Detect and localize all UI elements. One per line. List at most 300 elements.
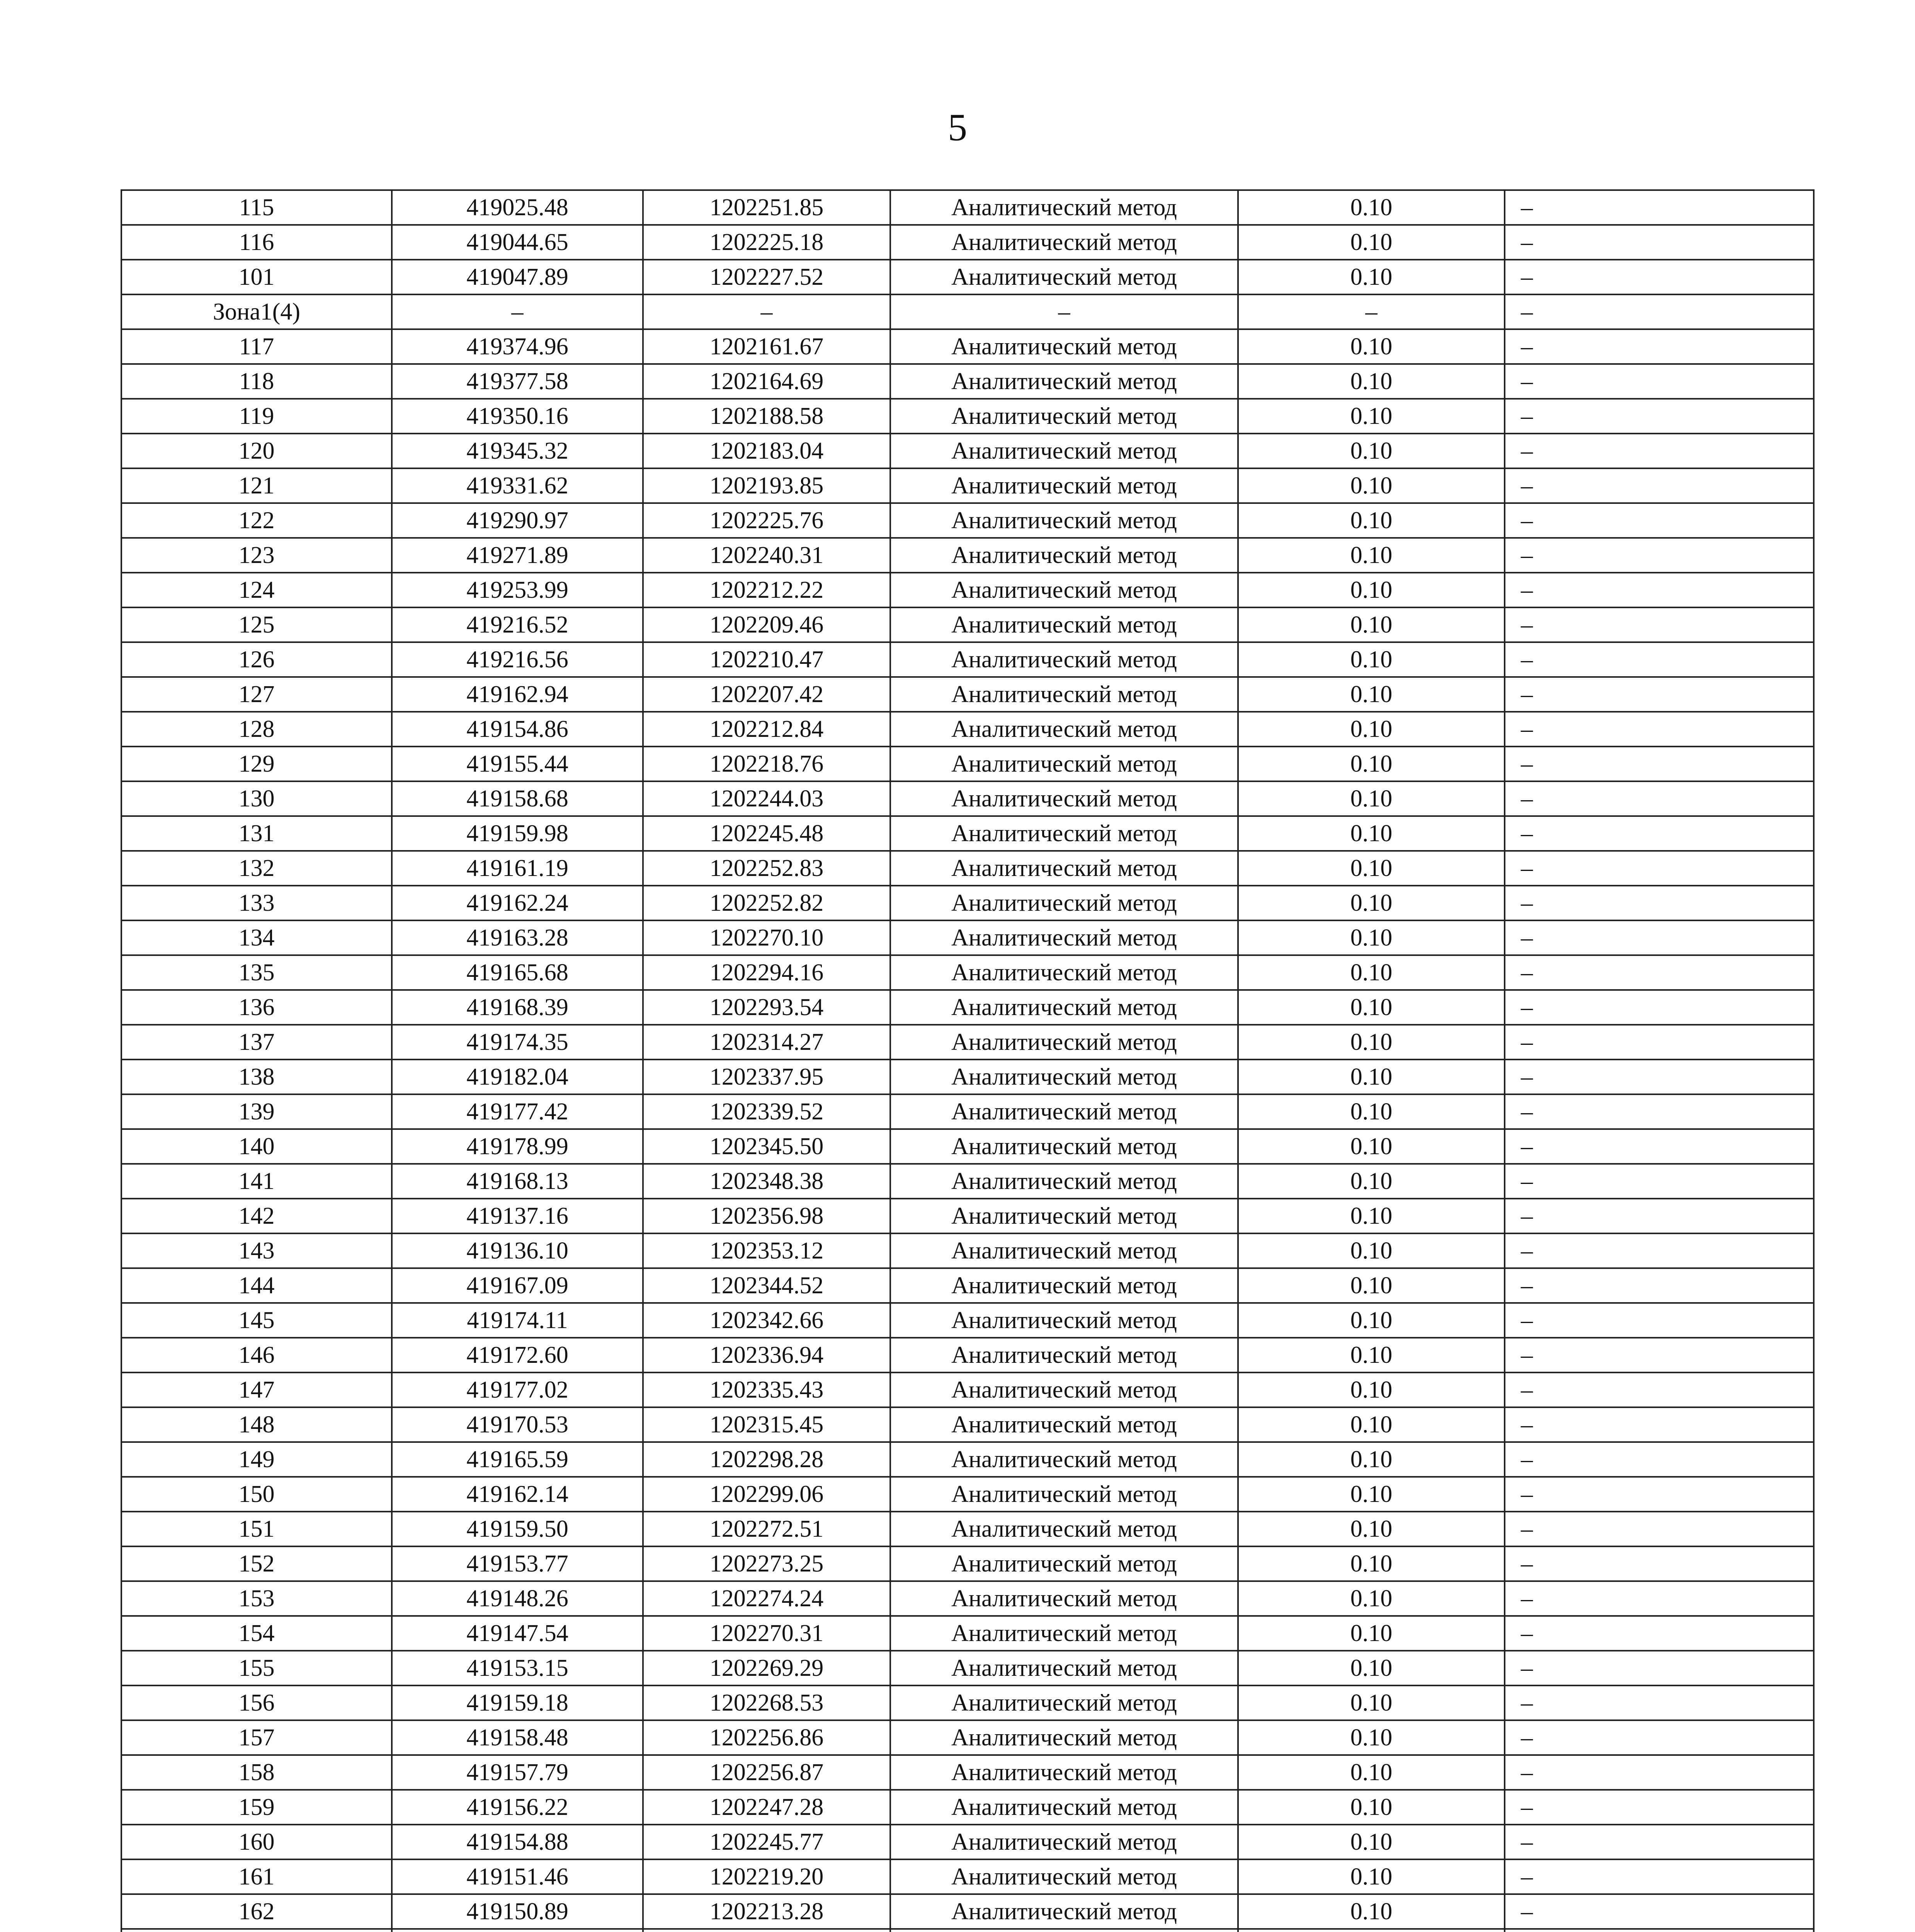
table-row [121,1546,1814,1581]
description-cell: – [1505,781,1814,816]
method-cell: Аналитический метод [890,260,1238,294]
error-cell: 0.10 [1238,781,1505,816]
error-cell: 0.10 [1238,260,1505,294]
point-id-cell: 127 [121,677,392,712]
error-cell: 0.10 [1238,816,1505,851]
error-cell: 0.10 [1238,1790,1505,1825]
point-id-cell: 153 [121,1581,392,1616]
coord-y-cell: 1202227.52 [643,260,890,294]
description-cell: – [1505,1685,1814,1720]
coord-x-cell: 419374.96 [392,329,643,364]
coord-x-cell: – [392,294,643,329]
coord-y-cell: 1202270.31 [643,1616,890,1651]
table-row [121,1303,1814,1338]
error-cell: 0.10 [1238,1338,1505,1372]
table-row [121,712,1814,747]
point-id-cell: 123 [121,538,392,573]
point-id-cell: 151 [121,1512,392,1546]
error-cell: 0.10 [1238,1094,1505,1129]
method-cell: Аналитический метод [890,1199,1238,1233]
method-cell: Аналитический метод [890,399,1238,434]
method-cell: Аналитический метод [890,607,1238,642]
point-id-cell: 115 [121,190,392,225]
coord-x-cell: 419167.09 [392,1268,643,1303]
point-id-cell [121,1929,392,1932]
table-row [121,538,1814,573]
point-id-cell: 125 [121,607,392,642]
table-row [121,329,1814,364]
description-cell: – [1505,1755,1814,1790]
method-cell: Аналитический метод [890,1025,1238,1060]
table-row [121,1025,1814,1060]
description-cell: – [1505,1268,1814,1303]
table-row [121,990,1814,1025]
coord-y-cell: 1202240.31 [643,538,890,573]
point-id-cell: 137 [121,1025,392,1060]
coord-x-cell: 419161.19 [392,851,643,886]
coord-y-cell: 1202315.45 [643,1407,890,1442]
table-row [121,1825,1814,1859]
error-cell: 0.10 [1238,364,1505,399]
table-row [121,851,1814,886]
method-cell: Аналитический метод [890,1372,1238,1407]
error-cell: 0.10 [1238,1407,1505,1442]
coord-y-cell: 1202356.98 [643,1199,890,1233]
point-id-cell: 152 [121,1546,392,1581]
coord-y-cell: 1202342.66 [643,1303,890,1338]
coord-y-cell: 1202252.83 [643,851,890,886]
table-row [121,1338,1814,1372]
table-row [121,1929,1814,1932]
coord-x-cell: 419044.65 [392,225,643,260]
coord-x-cell: 419253.99 [392,573,643,607]
coord-y-cell: 1202335.43 [643,1372,890,1407]
table-row [121,955,1814,990]
point-id-cell: 140 [121,1129,392,1164]
description-cell: – [1505,1233,1814,1268]
description-cell: – [1505,1164,1814,1199]
point-id-cell: Зона1(4) [121,294,392,329]
point-id-cell: 142 [121,1199,392,1233]
coord-y-cell: 1202245.77 [643,1825,890,1859]
description-cell: – [1505,886,1814,920]
table-row [121,816,1814,851]
point-id-cell: 120 [121,434,392,468]
error-cell: 0.10 [1238,851,1505,886]
table-row [121,1129,1814,1164]
coord-x-cell: 419025.48 [392,190,643,225]
point-id-cell: 149 [121,1442,392,1477]
coord-x-cell: 419150.89 [392,1894,643,1929]
point-id-cell: 146 [121,1338,392,1372]
table-row [121,1199,1814,1233]
description-cell: – [1505,955,1814,990]
coord-x-cell: 419271.89 [392,538,643,573]
coord-x-cell: 419155.44 [392,747,643,781]
coord-y-cell: 1202161.67 [643,329,890,364]
method-cell: Аналитический метод [890,468,1238,503]
table-row [121,1442,1814,1477]
error-cell: 0.10 [1238,1129,1505,1164]
coord-y-cell: 1202293.54 [643,990,890,1025]
coord-x-cell: 419154.88 [392,1825,643,1859]
coord-x-cell: 419158.68 [392,781,643,816]
error-cell: 0.10 [1238,955,1505,990]
error-cell: 0.10 [1238,1060,1505,1094]
error-cell: 0.10 [1238,1477,1505,1512]
table-row [121,1894,1814,1929]
error-cell: 0.10 [1238,1685,1505,1720]
coord-y-cell: 1202212.84 [643,712,890,747]
coord-y-cell: – [643,294,890,329]
coord-x-cell: 419137.16 [392,1199,643,1233]
method-cell: Аналитический метод [890,1233,1238,1268]
method-cell: Аналитический метод [890,1442,1238,1477]
method-cell: Аналитический метод [890,434,1238,468]
coord-y-cell: 1202218.76 [643,747,890,781]
table-row [121,1790,1814,1825]
description-cell: – [1505,1546,1814,1581]
coord-x-cell: 419153.77 [392,1546,643,1581]
coord-y-cell: 1202213.28 [643,1894,890,1929]
point-id-cell: 150 [121,1477,392,1512]
error-cell: 0.10 [1238,1546,1505,1581]
method-cell: Аналитический метод [890,1129,1238,1164]
point-id-cell: 143 [121,1233,392,1268]
description-cell: – [1505,677,1814,712]
point-id-cell: 117 [121,329,392,364]
method-cell: Аналитический метод [890,1685,1238,1720]
point-id-cell: 156 [121,1685,392,1720]
coord-x-cell: 419154.86 [392,712,643,747]
method-cell: Аналитический метод [890,364,1238,399]
coord-y-cell: 1202348.38 [643,1164,890,1199]
point-id-cell: 116 [121,225,392,260]
table-row [121,1060,1814,1094]
method-cell: Аналитический метод [890,1720,1238,1755]
coord-x-cell: 419148.26 [392,1581,643,1616]
coord-x-cell: 419345.32 [392,434,643,468]
coord-y-cell: 1202247.28 [643,1790,890,1825]
point-id-cell: 162 [121,1894,392,1929]
method-cell: Аналитический метод [890,1581,1238,1616]
description-cell: – [1505,747,1814,781]
error-cell: 0.10 [1238,677,1505,712]
method-cell: – [890,294,1238,329]
method-cell: Аналитический метод [890,1859,1238,1894]
coord-y-cell: 1202294.16 [643,955,890,990]
error-cell: 0.10 [1238,538,1505,573]
coord-y-cell: 1202272.51 [643,1512,890,1546]
method-cell: Аналитический метод [890,1060,1238,1094]
table-row [121,1372,1814,1407]
point-id-cell: 135 [121,955,392,990]
coord-y-cell: 1202298.28 [643,1442,890,1477]
table-row [121,677,1814,712]
coord-y-cell: 1202251.85 [643,190,890,225]
point-id-cell: 138 [121,1060,392,1094]
method-cell: Аналитический метод [890,990,1238,1025]
error-cell: 0.10 [1238,1164,1505,1199]
coord-x-cell: 419157.79 [392,1755,643,1790]
coord-y-cell: 1202225.76 [643,503,890,538]
table-row [121,468,1814,503]
table-row [121,1685,1814,1720]
coord-y-cell: 1202268.53 [643,1685,890,1720]
table-row [121,1094,1814,1129]
coord-x-cell: 419165.68 [392,955,643,990]
description-cell: – [1505,1651,1814,1685]
table-row [121,1616,1814,1651]
method-cell: Аналитический метод [890,1755,1238,1790]
coord-x-cell: 419174.35 [392,1025,643,1060]
table-row [121,364,1814,399]
description-cell: – [1505,642,1814,677]
coord-x-cell: 419163.28 [392,920,643,955]
error-cell: 0.10 [1238,990,1505,1025]
coord-x-cell: 419170.53 [392,1407,643,1442]
method-cell: Аналитический метод [890,1303,1238,1338]
method-cell [890,1929,1238,1932]
coord-x-cell: 419174.11 [392,1303,643,1338]
table-row [121,642,1814,677]
point-id-cell: 144 [121,1268,392,1303]
description-cell: – [1505,260,1814,294]
table-row [121,1407,1814,1442]
coord-x-cell: 419158.48 [392,1720,643,1755]
coord-x-cell: 419168.39 [392,990,643,1025]
error-cell: 0.10 [1238,920,1505,955]
error-cell: 0.10 [1238,399,1505,434]
error-cell: 0.10 [1238,190,1505,225]
table-row [121,607,1814,642]
description-cell: – [1505,1720,1814,1755]
error-cell: 0.10 [1238,1825,1505,1859]
coord-x-cell: 419151.46 [392,1859,643,1894]
error-cell: 0.10 [1238,1755,1505,1790]
method-cell: Аналитический метод [890,1338,1238,1372]
description-cell: – [1505,1372,1814,1407]
point-id-cell: 159 [121,1790,392,1825]
table-row [121,225,1814,260]
error-cell: 0.10 [1238,468,1505,503]
method-cell: Аналитический метод [890,329,1238,364]
error-cell: 0.10 [1238,1442,1505,1477]
coord-x-cell: 419331.62 [392,468,643,503]
coord-x-cell: 419159.18 [392,1685,643,1720]
coord-x-cell: 419047.89 [392,260,643,294]
coord-y-cell: 1202270.10 [643,920,890,955]
table-row [121,1720,1814,1755]
error-cell: 0.10 [1238,1581,1505,1616]
coord-x-cell: 419178.99 [392,1129,643,1164]
coord-y-cell [643,1929,890,1932]
table-row [121,190,1814,225]
method-cell: Аналитический метод [890,1164,1238,1199]
description-cell: – [1505,1825,1814,1859]
description-cell: – [1505,225,1814,260]
description-cell: – [1505,538,1814,573]
coord-y-cell: 1202207.42 [643,677,890,712]
method-cell: Аналитический метод [890,747,1238,781]
coord-y-cell: 1202212.22 [643,573,890,607]
method-cell: Аналитический метод [890,1825,1238,1859]
description-cell: – [1505,1094,1814,1129]
table-row [121,886,1814,920]
point-id-cell: 158 [121,1755,392,1790]
coord-y-cell: 1202299.06 [643,1477,890,1512]
method-cell: Аналитический метод [890,573,1238,607]
coord-y-cell: 1202273.25 [643,1546,890,1581]
table-row [121,1233,1814,1268]
coord-x-cell: 419147.54 [392,1616,643,1651]
error-cell: 0.10 [1238,329,1505,364]
coord-y-cell: 1202344.52 [643,1268,890,1303]
point-id-cell: 130 [121,781,392,816]
method-cell: Аналитический метод [890,1790,1238,1825]
coord-y-cell: 1202183.04 [643,434,890,468]
coord-x-cell: 419216.56 [392,642,643,677]
error-cell: 0.10 [1238,1859,1505,1894]
description-cell: – [1505,712,1814,747]
table-row [121,781,1814,816]
coord-x-cell: 419136.10 [392,1233,643,1268]
point-id-cell: 139 [121,1094,392,1129]
description-cell: – [1505,1790,1814,1825]
description-cell: – [1505,434,1814,468]
method-cell: Аналитический метод [890,851,1238,886]
error-cell: 0.10 [1238,1372,1505,1407]
description-cell: – [1505,190,1814,225]
table-row [121,920,1814,955]
coord-x-cell: 419290.97 [392,503,643,538]
coord-y-cell: 1202274.24 [643,1581,890,1616]
method-cell: Аналитический метод [890,503,1238,538]
method-cell: Аналитический метод [890,190,1238,225]
error-cell: 0.10 [1238,1512,1505,1546]
coord-x-cell: 419216.52 [392,607,643,642]
coord-y-cell: 1202339.52 [643,1094,890,1129]
table-row [121,1268,1814,1303]
point-id-cell: 148 [121,1407,392,1442]
coord-x-cell: 419162.14 [392,1477,643,1512]
description-cell: – [1505,503,1814,538]
error-cell: 0.10 [1238,1616,1505,1651]
point-id-cell: 121 [121,468,392,503]
coord-x-cell: 419177.02 [392,1372,643,1407]
method-cell: Аналитический метод [890,225,1238,260]
description-cell: – [1505,1894,1814,1929]
description-cell: – [1505,364,1814,399]
coord-x-cell: 419162.94 [392,677,643,712]
point-id-cell: 145 [121,1303,392,1338]
method-cell: Аналитический метод [890,1894,1238,1929]
description-cell: – [1505,1581,1814,1616]
coord-y-cell: 1202193.85 [643,468,890,503]
error-cell: 0.10 [1238,1303,1505,1338]
coord-x-cell: 419159.50 [392,1512,643,1546]
error-cell: 0.10 [1238,607,1505,642]
table-row [121,1164,1814,1199]
description-cell: – [1505,1025,1814,1060]
method-cell: Аналитический метод [890,1651,1238,1685]
point-id-cell: 126 [121,642,392,677]
method-cell: Аналитический метод [890,955,1238,990]
point-id-cell: 134 [121,920,392,955]
table-row [121,573,1814,607]
description-cell: – [1505,399,1814,434]
method-cell: Аналитический метод [890,677,1238,712]
description-cell: – [1505,573,1814,607]
coord-y-cell: 1202188.58 [643,399,890,434]
point-id-cell: 124 [121,573,392,607]
point-id-cell: 119 [121,399,392,434]
method-cell: Аналитический метод [890,781,1238,816]
points-table-body [121,190,1814,1932]
point-id-cell: 101 [121,260,392,294]
coord-x-cell: 419350.16 [392,399,643,434]
method-cell: Аналитический метод [890,642,1238,677]
table-row [121,1651,1814,1685]
coord-y-cell: 1202336.94 [643,1338,890,1372]
table-row [121,1755,1814,1790]
description-cell: – [1505,1407,1814,1442]
point-id-cell: 131 [121,816,392,851]
table-row [121,399,1814,434]
description-cell: – [1505,1129,1814,1164]
coord-y-cell: 1202252.82 [643,886,890,920]
method-cell: Аналитический метод [890,1512,1238,1546]
coord-x-cell: 419377.58 [392,364,643,399]
coord-y-cell: 1202337.95 [643,1060,890,1094]
description-cell: – [1505,1303,1814,1338]
error-cell: 0.10 [1238,1651,1505,1685]
error-cell: 0.10 [1238,712,1505,747]
point-id-cell: 132 [121,851,392,886]
coord-x-cell: 419162.24 [392,886,643,920]
method-cell: Аналитический метод [890,920,1238,955]
description-cell: – [1505,851,1814,886]
coord-y-cell: 1202245.48 [643,816,890,851]
error-cell [1238,1929,1505,1932]
description-cell: – [1505,1442,1814,1477]
method-cell: Аналитический метод [890,816,1238,851]
coord-y-cell: 1202210.47 [643,642,890,677]
description-cell: – [1505,1859,1814,1894]
method-cell: Аналитический метод [890,1407,1238,1442]
point-id-cell: 157 [121,1720,392,1755]
error-cell: 0.10 [1238,747,1505,781]
method-cell: Аналитический метод [890,712,1238,747]
description-cell: – [1505,468,1814,503]
table-row [121,503,1814,538]
description-cell: – [1505,607,1814,642]
method-cell: Аналитический метод [890,1616,1238,1651]
coord-y-cell: 1202314.27 [643,1025,890,1060]
point-id-cell: 147 [121,1372,392,1407]
coord-x-cell: 419159.98 [392,816,643,851]
description-cell: – [1505,1338,1814,1372]
method-cell: Аналитический метод [890,1477,1238,1512]
error-cell: 0.10 [1238,642,1505,677]
error-cell: 0.10 [1238,886,1505,920]
error-cell: – [1238,294,1505,329]
description-cell [1505,1929,1814,1932]
error-cell: 0.10 [1238,1720,1505,1755]
characteristic-points-table [121,189,1815,1932]
coord-x-cell: 419156.22 [392,1790,643,1825]
coord-y-cell: 1202219.20 [643,1859,890,1894]
